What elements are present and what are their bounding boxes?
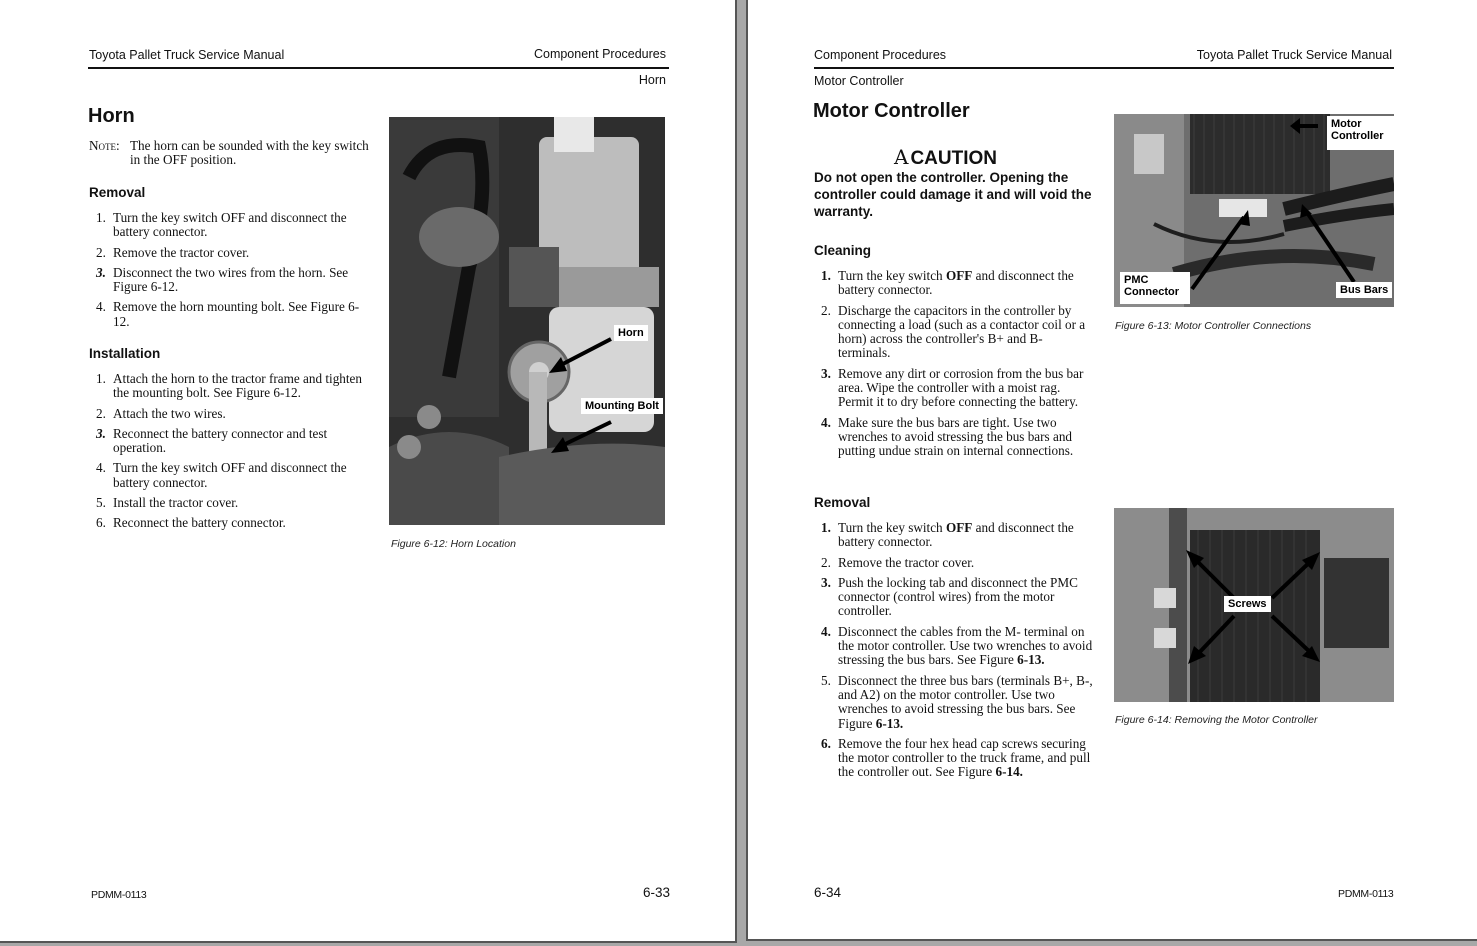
right-page xyxy=(746,0,1477,941)
horn-label: Horn xyxy=(614,325,648,341)
list-item: 2. Discharge the capacitors in the controller by connecting a load (such as a contactor coil or a horn) across the controller's B+ and B- terminals. xyxy=(821,302,1086,361)
page-number: 6-34 xyxy=(814,885,842,900)
removing-motor-controller-photo xyxy=(1114,508,1394,702)
figure-caption: Figure 6-13: Motor Controller Connections xyxy=(1115,320,1312,332)
page-title: Motor Controller xyxy=(813,100,970,122)
left-page xyxy=(0,0,737,943)
installation-heading: Installation xyxy=(89,346,161,361)
list-item: 1. Turn the key switch OFF and disconnect the battery connector. xyxy=(96,210,347,240)
removal-heading: Removal xyxy=(814,495,871,510)
page-number: 6-33 xyxy=(643,885,671,900)
list-item: 2. Attach the two wires. xyxy=(96,405,226,421)
horn-photo-illustration xyxy=(389,117,665,525)
page-title: Horn xyxy=(88,105,135,127)
list-item: 3. Disconnect the two wires from the horn. See Figure 6-12. xyxy=(96,264,349,295)
list-item: 6. Reconnect the battery connector. xyxy=(96,515,286,531)
subheader: Horn xyxy=(638,73,666,87)
list-item: 4. Disconnect the cables from the M- terminal on the motor controller. Use two wrenches to avoid stressing the bus bars. See Figure 6-13. xyxy=(821,623,1093,668)
header-section: Component Procedures xyxy=(814,48,947,62)
header-rule xyxy=(814,67,1394,69)
list-item: 3. Remove any dirt or corrosion from the bus bar area. Wipe the controller with a moist rag. Permit it to dry before connecting the battery. xyxy=(821,365,1084,410)
list-item: 3. Push the locking tab and disconnect the PMC connector (control wires) from the motor controller. xyxy=(821,574,1078,619)
caution-heading: A CAUTION xyxy=(894,145,998,169)
list-item: 1. Turn the key switch OFF and disconnect the battery connector. xyxy=(821,520,1074,550)
note xyxy=(89,139,369,168)
installation-steps xyxy=(89,372,374,537)
motor-controller-connections-photo xyxy=(1114,114,1394,307)
bus-bars-label: Bus Bars xyxy=(1336,282,1392,298)
header-rule xyxy=(88,67,669,69)
list-item: 4. Make sure the bus bars are tight. Use two wrenches to avoid stressing the bus bars and putting undue strain on internal connections. xyxy=(821,414,1074,459)
removal-steps xyxy=(814,521,1096,786)
header-manual-title: Toyota Pallet Truck Service Manual xyxy=(89,48,285,62)
list-item: 3. Reconnect the battery connector and test operation. xyxy=(96,425,328,456)
motor-controller-label: Motor Controller xyxy=(1327,116,1394,150)
caution-icon: A xyxy=(894,145,909,169)
list-item: 1. Attach the horn to the tractor frame and tighten the mounting bolt. See Figure 6-12. xyxy=(96,371,363,401)
footer-doc-code: PDMM-0113 xyxy=(91,889,147,901)
figure-caption: Figure 6-14: Removing the Motor Controller xyxy=(1115,714,1318,726)
list-item: 5. Disconnect the three bus bars (terminals B+, B-, and A2) on the motor controller. Use two wrenches to avoid stressing the bus bars. See Figure 6-13. xyxy=(821,672,1093,731)
footer-doc-code: PDMM-0113 xyxy=(1338,888,1394,900)
list-item: 1. Turn the key switch OFF and disconnect the battery connector. xyxy=(821,268,1074,298)
list-item: 6. Remove the four hex head cap screws securing the motor controller to the truck frame, and pull the controller out. See Figure 6-14. xyxy=(821,735,1091,780)
screws-label: Screws xyxy=(1224,596,1271,612)
list-item: 4. Remove the horn mounting bolt. See Figure 6-12. xyxy=(96,299,360,329)
figure-caption: Figure 6-12: Horn Location xyxy=(391,538,516,550)
removal-steps xyxy=(89,211,369,335)
removal-heading: Removal xyxy=(89,185,146,200)
list-item: 2. Remove the tractor cover. xyxy=(96,244,250,260)
cleaning-steps xyxy=(814,269,1096,465)
header-manual-title: Toyota Pallet Truck Service Manual xyxy=(1196,48,1392,62)
note-label: Note: xyxy=(89,138,120,153)
mounting-bolt-label: Mounting Bolt xyxy=(581,398,663,414)
header-section: Component Procedures xyxy=(533,47,666,61)
note-text: The horn can be sounded with the key switch in the OFF position. xyxy=(130,138,369,168)
caution-text: Do not open the controller. Opening the controller could damage it and will void the warranty. xyxy=(814,170,1092,219)
pmc-connector-label: PMC Connector xyxy=(1120,272,1190,304)
subheader: Motor Controller xyxy=(814,74,904,88)
horn-location-photo xyxy=(389,117,665,525)
cleaning-heading: Cleaning xyxy=(814,243,872,258)
list-item: 2. Remove the tractor cover. xyxy=(821,554,975,570)
list-item: 4. Turn the key switch OFF and disconnect the battery connector. xyxy=(96,460,347,490)
list-item: 5. Install the tractor cover. xyxy=(96,495,239,511)
